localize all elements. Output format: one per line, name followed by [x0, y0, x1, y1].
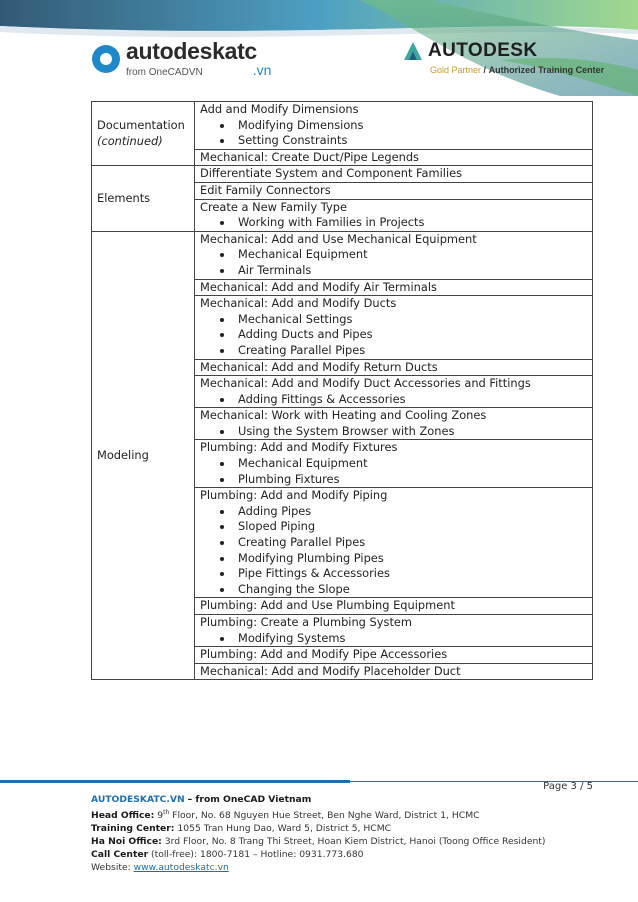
logo-sub-text: from OneCADVN — [126, 67, 203, 78]
category-cell — [92, 102, 195, 166]
subtopic-list — [200, 247, 587, 278]
topic-title: Mechanical: Add and Modify Air Terminals — [200, 279, 437, 294]
topic-title: Mechanical: Add and Modify Placeholder Duct — [200, 663, 461, 678]
list-item: Changing the Slope — [238, 582, 587, 598]
list-item: Modifying Dimensions — [238, 118, 587, 134]
list-item: Mechanical Settings — [238, 312, 587, 328]
topic-title: Differentiate System and Component Families — [200, 166, 463, 181]
training-center-label: Training Center: — [91, 823, 175, 835]
category-cell — [92, 231, 195, 680]
topic-cell — [195, 199, 593, 231]
topic-cell — [195, 663, 593, 680]
category-label: Modeling — [97, 447, 149, 462]
topic-title: Mechanical: Add and Use Mechanical Equipment — [200, 231, 477, 246]
subtopic-list — [200, 456, 587, 487]
gold-partner-label: Gold Partner — [430, 65, 482, 75]
course-outline-table — [91, 101, 593, 680]
topic-title: Create a New Family Type — [200, 199, 347, 214]
head-office-number: 9 — [157, 810, 164, 822]
list-item: Mechanical Equipment — [238, 456, 587, 472]
list-item: Setting Constraints — [238, 133, 587, 149]
topic-cell — [195, 296, 593, 359]
topic-title: Plumbing: Add and Use Plumbing Equipment — [200, 598, 455, 613]
topic-title: Plumbing: Add and Modify Pipe Accessories — [200, 647, 448, 662]
training-center-address: 1055 Tran Hung Dao, Ward 5, District 5, HCMC — [177, 823, 392, 835]
topic-cell — [195, 440, 593, 488]
topic-cell — [195, 359, 593, 376]
autodesk-name: AUTODESK — [428, 40, 538, 61]
subtopic-list — [200, 631, 587, 647]
subtopic-list — [200, 312, 587, 359]
topic-cell — [195, 647, 593, 664]
page-number: Page 3 / 5 — [543, 781, 593, 792]
subtopic-list — [200, 392, 587, 408]
topic-cell — [195, 376, 593, 408]
topic-title: Add and Modify Dimensions — [200, 102, 359, 116]
topic-title: Plumbing: Add and Modify Piping — [200, 488, 388, 503]
topic-title: Mechanical: Add and Modify Ducts — [200, 296, 397, 311]
list-item: Mechanical Equipment — [238, 247, 587, 263]
topic-title: Edit Family Connectors — [200, 182, 331, 197]
topic-title: Plumbing: Add and Modify Fixtures — [200, 440, 398, 455]
autodeskatc-logo[interactable] — [92, 40, 271, 78]
list-item: Creating Parallel Pipes — [238, 535, 587, 551]
head-office-address: Floor, No. 68 Nguyen Hue Street, Ben Nghe Ward, District 1, HCMC — [172, 810, 480, 822]
head-office-label: Head Office: — [91, 810, 155, 822]
topic-cell — [195, 231, 593, 279]
list-item: Working with Families in Projects — [238, 215, 587, 231]
website-label: Website: — [91, 862, 131, 874]
footer-brand: AUTODESKATC.VN — [91, 794, 185, 805]
list-item: Plumbing Fixtures — [238, 472, 587, 488]
separator-label: / — [483, 65, 487, 75]
topic-cell — [195, 102, 593, 150]
table-row — [92, 102, 593, 150]
topic-title: Mechanical: Add and Modify Duct Accessories and Fittings — [200, 376, 531, 391]
list-item: Modifying Systems — [238, 631, 587, 647]
table-row — [92, 166, 593, 183]
topic-cell — [195, 598, 593, 615]
logo-vn-text: .vn — [252, 62, 272, 78]
logo-circle-icon — [92, 45, 120, 73]
website-link[interactable]: www.autodeskatc.vn — [133, 862, 229, 874]
list-item: Sloped Piping — [238, 519, 587, 535]
topic-cell — [195, 408, 593, 440]
category-label: Documentation — [97, 118, 185, 133]
category-cell — [92, 166, 195, 231]
hanoi-office-label: Ha Noi Office: — [91, 836, 162, 848]
logo-main-text: autodeskatc — [126, 38, 257, 64]
topic-cell — [195, 166, 593, 183]
category-label: Elements — [97, 190, 151, 205]
list-item: Modifying Plumbing Pipes — [238, 551, 587, 567]
list-item: Creating Parallel Pipes — [238, 343, 587, 359]
list-item: Adding Pipes — [238, 504, 587, 520]
hanoi-office-address: 3rd Floor, No. 8 Trang Thi Street, Hoan Kiem District, Hanoi (Toong Office Resident) — [164, 836, 546, 848]
list-item: Adding Fittings & Accessories — [238, 392, 587, 408]
list-item: Adding Ducts and Pipes — [238, 327, 587, 343]
list-item: Air Terminals — [238, 263, 587, 279]
topic-title: Mechanical: Create Duct/Pipe Legends — [200, 149, 419, 164]
subtopic-list — [200, 118, 587, 149]
atc-label: Authorized Training Center — [488, 65, 605, 75]
topic-title: Mechanical: Add and Modify Return Ducts — [200, 359, 438, 374]
topic-cell — [195, 279, 593, 296]
autodesk-a-icon — [402, 41, 424, 61]
footer-brand-suffix: – from OneCAD Vietnam — [187, 794, 312, 805]
autodesk-partner-logo — [402, 40, 604, 75]
topic-cell — [195, 615, 593, 647]
topic-cell — [195, 149, 593, 166]
category-note: (continued) — [97, 133, 163, 148]
topic-cell — [195, 182, 593, 199]
list-item: Pipe Fittings & Accessories — [238, 566, 587, 582]
topic-cell — [195, 488, 593, 598]
list-item: Using the System Browser with Zones — [238, 424, 587, 440]
topic-title: Plumbing: Create a Plumbing System — [200, 615, 413, 629]
subtopic-list — [200, 424, 587, 440]
footer-contact — [91, 793, 545, 874]
call-center-value: (toll-free): 1800-7181 – Hotline: 0931.773.680 — [151, 849, 364, 861]
head-office-sup: th — [163, 809, 170, 816]
table-row — [92, 231, 593, 279]
header-banner — [0, 0, 638, 96]
subtopic-list — [200, 215, 587, 231]
topic-title: Mechanical: Work with Heating and Cooling Zones — [200, 408, 487, 423]
subtopic-list — [200, 504, 587, 598]
call-center-label: Call Center — [91, 849, 149, 861]
